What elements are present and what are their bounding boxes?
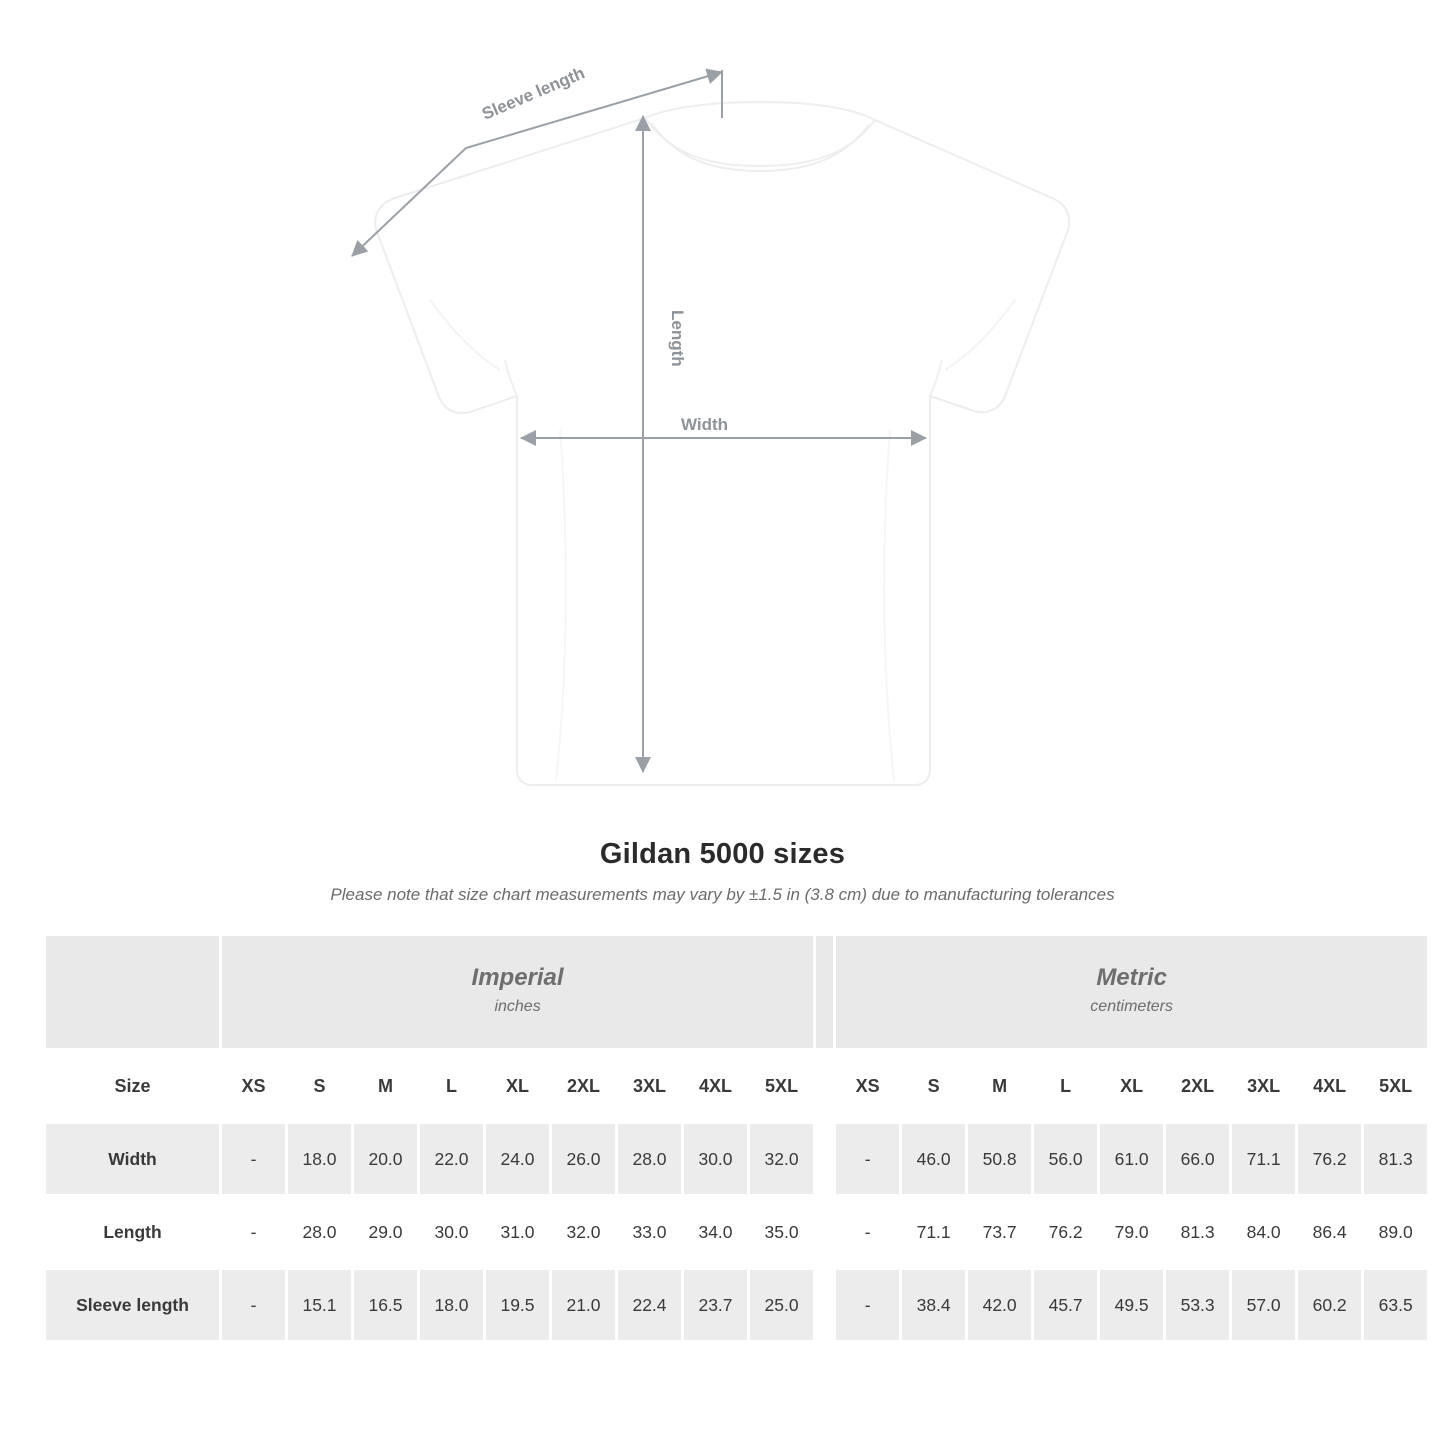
value-cell: 76.2 <box>1297 1123 1363 1196</box>
value-cell: 29.0 <box>353 1196 419 1269</box>
value-cell: 84.0 <box>1231 1196 1297 1269</box>
value-cell: - <box>221 1123 287 1196</box>
unit-group-imperial-name: Imperial <box>471 963 564 991</box>
table-row <box>45 1269 1429 1342</box>
value-cell: - <box>835 1123 901 1196</box>
size-cell: XL <box>1099 1050 1165 1123</box>
sleeve-length-label: Sleeve length <box>479 63 588 124</box>
value-cell: 49.5 <box>1099 1269 1165 1342</box>
value-cell: 20.0 <box>353 1123 419 1196</box>
table-row <box>45 1123 1429 1196</box>
value-cell: 66.0 <box>1165 1123 1231 1196</box>
length-label: Length <box>668 310 687 367</box>
width-label: Width <box>681 415 729 434</box>
value-cell: 79.0 <box>1099 1196 1165 1269</box>
size-cell: L <box>1033 1050 1099 1123</box>
value-cell: 34.0 <box>683 1196 749 1269</box>
value-cell: 71.1 <box>1231 1123 1297 1196</box>
value-cell: 86.4 <box>1297 1196 1363 1269</box>
value-cell: 22.0 <box>419 1123 485 1196</box>
size-table <box>43 933 1430 1343</box>
value-cell: 73.7 <box>967 1196 1033 1269</box>
value-cell: 16.5 <box>353 1269 419 1342</box>
column-gap <box>815 1050 835 1123</box>
value-cell: 60.2 <box>1297 1269 1363 1342</box>
value-cell: 42.0 <box>967 1269 1033 1342</box>
size-cell: 2XL <box>1165 1050 1231 1123</box>
size-cell: S <box>287 1050 353 1123</box>
value-cell: 28.0 <box>617 1123 683 1196</box>
size-cell: 4XL <box>683 1050 749 1123</box>
value-cell: 50.8 <box>967 1123 1033 1196</box>
unit-group-metric-sub: centimeters <box>1090 997 1173 1015</box>
value-cell: 30.0 <box>419 1196 485 1269</box>
value-cell: 15.1 <box>287 1269 353 1342</box>
size-cell: XS <box>221 1050 287 1123</box>
value-cell: - <box>221 1196 287 1269</box>
size-table-wrap <box>43 933 1413 1343</box>
size-cell: 5XL <box>1363 1050 1429 1123</box>
value-cell: 81.3 <box>1363 1123 1429 1196</box>
size-cell: 3XL <box>1231 1050 1297 1123</box>
table-row <box>45 1196 1429 1269</box>
size-cell: S <box>901 1050 967 1123</box>
value-cell: 21.0 <box>551 1269 617 1342</box>
unit-group-metric <box>835 935 1429 1050</box>
size-cell: XS <box>835 1050 901 1123</box>
value-cell: 23.7 <box>683 1269 749 1342</box>
value-cell: 56.0 <box>1033 1123 1099 1196</box>
unit-header-row <box>45 935 1429 1050</box>
column-gap <box>815 1269 835 1342</box>
value-cell: 46.0 <box>901 1123 967 1196</box>
unit-header-spacer <box>45 935 221 1050</box>
value-cell: 18.0 <box>287 1123 353 1196</box>
unit-header-gap <box>815 935 835 1050</box>
size-header-row <box>45 1050 1429 1123</box>
value-cell: 71.1 <box>901 1196 967 1269</box>
value-cell: 31.0 <box>485 1196 551 1269</box>
column-gap <box>815 1123 835 1196</box>
value-cell: 19.5 <box>485 1269 551 1342</box>
value-cell: 26.0 <box>551 1123 617 1196</box>
value-cell: 89.0 <box>1363 1196 1429 1269</box>
value-cell: 57.0 <box>1231 1269 1297 1342</box>
value-cell: 32.0 <box>749 1123 815 1196</box>
value-cell: 30.0 <box>683 1123 749 1196</box>
unit-group-imperial <box>221 935 815 1050</box>
size-cell: M <box>353 1050 419 1123</box>
chart-heading-block <box>0 838 1445 905</box>
row-label-sleeve-length: Sleeve length <box>45 1269 221 1342</box>
value-cell: 25.0 <box>749 1269 815 1342</box>
size-cell: 3XL <box>617 1050 683 1123</box>
value-cell: 18.0 <box>419 1269 485 1342</box>
column-gap <box>815 1196 835 1269</box>
value-cell: 53.3 <box>1165 1269 1231 1342</box>
row-label-width: Width <box>45 1123 221 1196</box>
value-cell: 81.3 <box>1165 1196 1231 1269</box>
value-cell: 32.0 <box>551 1196 617 1269</box>
value-cell: 63.5 <box>1363 1269 1429 1342</box>
value-cell: 24.0 <box>485 1123 551 1196</box>
size-cell: XL <box>485 1050 551 1123</box>
size-cell: 5XL <box>749 1050 815 1123</box>
value-cell: 38.4 <box>901 1269 967 1342</box>
value-cell: - <box>835 1196 901 1269</box>
unit-group-metric-name: Metric <box>1096 963 1167 991</box>
value-cell: 33.0 <box>617 1196 683 1269</box>
page-title: Gildan 5000 sizes <box>599 838 846 870</box>
size-cell: 2XL <box>551 1050 617 1123</box>
tshirt-shape <box>375 102 1069 785</box>
unit-group-imperial-sub: inches <box>494 997 541 1015</box>
value-cell: - <box>835 1269 901 1342</box>
value-cell: 28.0 <box>287 1196 353 1269</box>
size-row-label: Size <box>45 1050 221 1123</box>
tolerance-note: Please note that size chart measurements may vary by ±1.5 in (3.8 cm) due to manufacturing tolerances <box>330 885 1115 904</box>
row-label-length: Length <box>45 1196 221 1269</box>
value-cell: 76.2 <box>1033 1196 1099 1269</box>
value-cell: 35.0 <box>749 1196 815 1269</box>
value-cell: - <box>221 1269 287 1342</box>
size-cell: L <box>419 1050 485 1123</box>
size-cell: 4XL <box>1297 1050 1363 1123</box>
value-cell: 22.4 <box>617 1269 683 1342</box>
value-cell: 45.7 <box>1033 1269 1099 1342</box>
size-cell: M <box>967 1050 1033 1123</box>
value-cell: 61.0 <box>1099 1123 1165 1196</box>
